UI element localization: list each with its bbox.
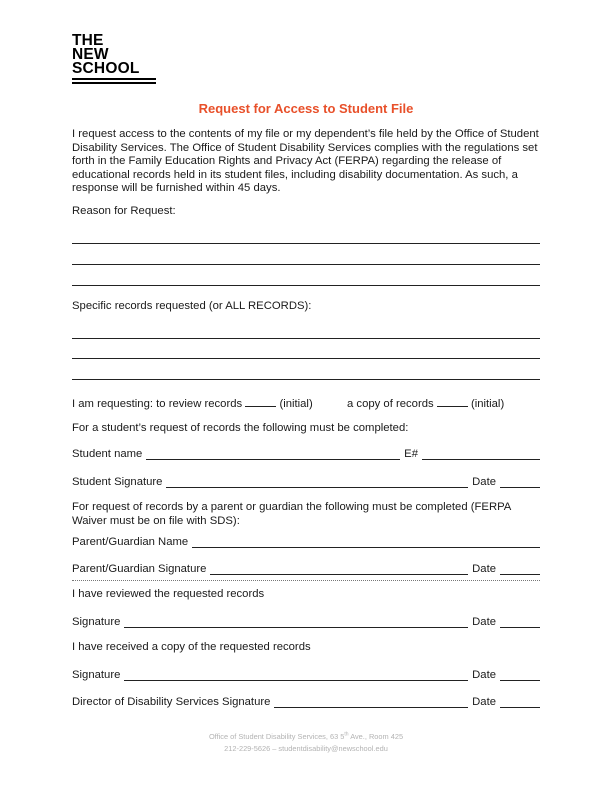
received-signature-label: Signature — [72, 669, 121, 681]
reason-label: Reason for Request: — [72, 205, 176, 217]
copy-initial-field[interactable] — [437, 395, 468, 407]
requesting-row — [72, 395, 504, 412]
received-signature-field[interactable] — [124, 669, 468, 681]
student-section-heading: For a student’s request of records the following must be completed: — [72, 422, 409, 434]
parent-name-field[interactable] — [192, 536, 540, 548]
reviewed-date-field[interactable] — [500, 616, 540, 628]
copy-initial-label: (initial) — [470, 398, 505, 410]
parent-signature-label: Parent/Guardian Signature — [72, 563, 207, 575]
director-signature-label: Director of Disability Services Signature — [72, 696, 271, 708]
director-date-label: Date — [472, 696, 496, 708]
parent-signature-row — [72, 561, 540, 575]
director-signature-field[interactable] — [274, 696, 468, 708]
student-date-field[interactable] — [500, 476, 540, 488]
enumber-label: E# — [404, 448, 418, 460]
records-label: Specific records requested (or ALL RECORDS): — [72, 300, 312, 312]
records-line-2[interactable] — [72, 358, 540, 359]
copy-label: a copy of records — [347, 398, 434, 410]
section-divider — [72, 580, 540, 581]
reason-line-2[interactable] — [72, 264, 540, 265]
received-signature-row — [72, 667, 540, 681]
parent-name-label: Parent/Guardian Name — [72, 536, 189, 548]
records-line-1[interactable] — [72, 338, 540, 339]
records-line-3[interactable] — [72, 379, 540, 380]
student-date-label: Date — [472, 476, 496, 488]
student-name-label: Student name — [72, 448, 143, 460]
reason-line-1[interactable] — [72, 243, 540, 244]
footer-address-sup: th — [344, 731, 349, 738]
review-initial-field[interactable] — [245, 395, 276, 407]
student-signature-label: Student Signature — [72, 476, 163, 488]
logo-bar-2 — [72, 82, 156, 84]
review-initial-label: (initial) — [279, 398, 313, 410]
logo-line-3: SCHOOL — [72, 60, 140, 77]
student-signature-field[interactable] — [166, 476, 468, 488]
received-heading: I have received a copy of the requested records — [72, 641, 311, 653]
parent-date-label: Date — [472, 563, 496, 575]
student-signature-row — [72, 474, 540, 488]
parent-signature-field[interactable] — [210, 563, 468, 575]
reviewed-heading: I have reviewed the requested records — [72, 588, 265, 600]
the-new-school-logo — [72, 34, 158, 84]
reviewed-date-label: Date — [472, 616, 496, 628]
logo-line-2: NEW — [72, 46, 109, 63]
enumber-field[interactable] — [422, 448, 540, 460]
received-date-field[interactable] — [500, 669, 540, 681]
reviewed-signature-label: Signature — [72, 616, 121, 628]
parent-date-field[interactable] — [500, 563, 540, 575]
student-name-field[interactable] — [146, 448, 400, 460]
intro-paragraph: I request access to the contents of my file or my dependent’s file held by the Office of Student Disability Services. The Office of Student Disability Services complies with the regulations set forth in the Family Education Rights and Privacy Act (FERPA) regarding the release of educational records held in its student files, including disability documentation. As such, a response will be furnished within 45 days. — [72, 128, 539, 195]
reason-line-3[interactable] — [72, 285, 540, 286]
parent-section-heading: For request of records by a parent or guardian the following must be completed (FERPA Waiver must be on file with SDS): — [72, 501, 511, 527]
received-date-label: Date — [472, 669, 496, 681]
requesting-prefix: I am requesting: to review records — [72, 398, 243, 410]
footer-address — [0, 731, 612, 742]
logo-line-1: THE — [72, 32, 104, 49]
footer-address-a: Office of Student Disability Services, 63 5 — [208, 732, 345, 741]
footer-contact: 212-229-5626 – studentdisability@newschool.edu — [224, 744, 388, 753]
form-title: Request for Access to Student File — [198, 101, 414, 116]
student-name-row — [72, 446, 540, 460]
reviewed-signature-row — [72, 614, 540, 628]
logo-bar-1 — [72, 78, 156, 80]
reviewed-signature-field[interactable] — [124, 616, 468, 628]
parent-name-row — [72, 534, 540, 548]
footer-address-b: Ave., Room 425 — [348, 732, 404, 741]
director-signature-row — [72, 694, 540, 708]
director-date-field[interactable] — [500, 696, 540, 708]
